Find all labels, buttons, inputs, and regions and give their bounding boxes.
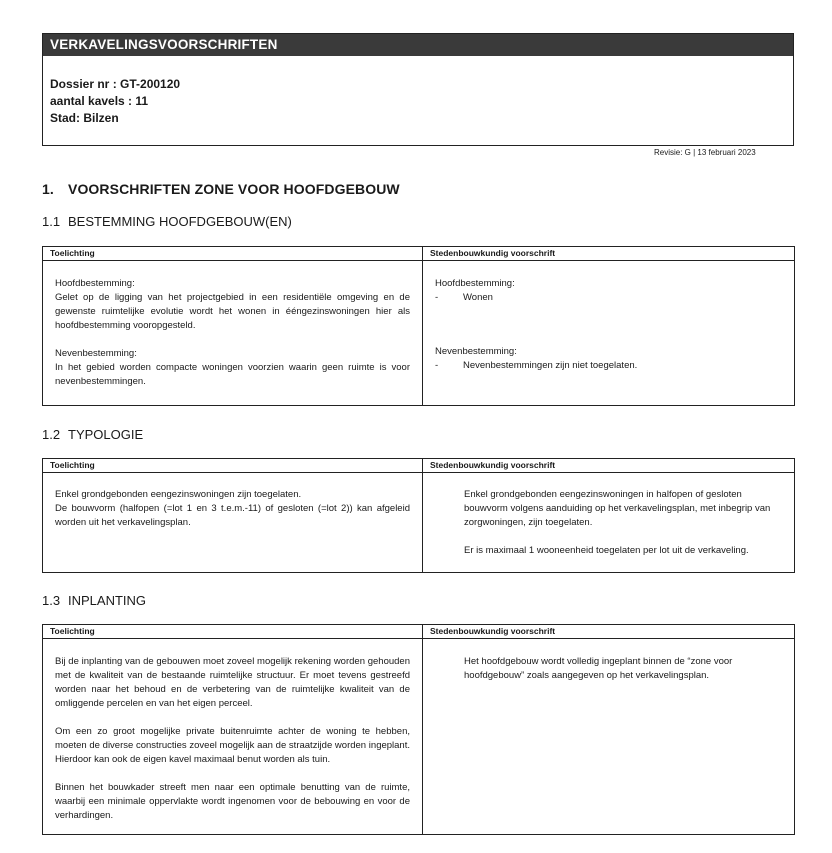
lot-count: aantal kavels : 11 xyxy=(50,94,149,108)
subsection-heading-1-1 xyxy=(42,214,292,229)
subsection-heading-1-3 xyxy=(42,593,146,608)
document-meta xyxy=(43,56,793,127)
subsection-title: INPLANTING xyxy=(68,593,147,608)
section-number: 1. xyxy=(42,181,54,197)
text-nevenbestemming: In het gebied worden compacte woningen voorzien waarin geen ruimte is voor nevenbestemmingen. xyxy=(55,362,410,387)
cell-toelichting xyxy=(43,473,423,573)
cell-toelichting xyxy=(43,639,423,835)
section-heading xyxy=(42,181,400,197)
text-paragraph: Het hoofdgebouw wordt volledig ingeplant binnen de “zone voor hoofdgebouw” zoals aangegeven op het verkavelingsplan. xyxy=(464,656,733,681)
subsection-number: 1.1 xyxy=(42,214,61,229)
text-paragraph: Om een zo groot mogelijke private buitenruimte achter de woning te hebben, moeten de diverse constructies zoveel mogelijk aan de straatzijde worden ingeplant. Hierdoor kan ook de eigen kavel maximaal benut worden als tuin. xyxy=(55,726,410,765)
column-header-toelichting: Toelichting xyxy=(43,625,423,639)
column-header-toelichting: Toelichting xyxy=(43,459,423,473)
list-item: - Wonen xyxy=(435,292,493,303)
table-typologie xyxy=(42,458,795,573)
label-hoofdbestemming: Hoofdbestemming: xyxy=(55,278,135,289)
text-paragraph: Enkel grondgebonden eengezinswoningen zijn toegelaten. xyxy=(55,489,302,500)
subsection-title: BESTEMMING HOOFDGEBOUW(EN) xyxy=(68,214,292,229)
text-paragraph: De bouwvorm (halfopen (=lot 1 en 3 t.e.m.-11) of gesloten (=lot 2)) kan afgeleid worden uit het verkavelingsplan. xyxy=(55,503,410,528)
list-item: - Nevenbestemmingen zijn niet toegelaten. xyxy=(435,360,638,371)
table-bestemming xyxy=(42,246,795,406)
dossier-number: Dossier nr : GT-200120 xyxy=(50,77,181,91)
document-header xyxy=(42,33,794,146)
column-header-voorschrift: Stedenbouwkundig voorschrift xyxy=(423,625,795,639)
revision-note: Revisie: G | 13 februari 2023 xyxy=(654,148,756,157)
subsection-title: TYPOLOGIE xyxy=(68,427,144,442)
text-paragraph: Bij de inplanting van de gebouwen moet zoveel mogelijk rekening worden gehouden met de kwaliteit van de bestaande ruimtelijke structuur. Er moet tevens gestreefd worden naar het behoud en de verbetering van de ruimtelijke kwaliteit van de omliggende percelen en van het eigen perceel. xyxy=(55,656,410,709)
city: Stad: Bilzen xyxy=(50,111,119,125)
label-nevenbestemming: Nevenbestemming: xyxy=(435,346,517,357)
cell-voorschrift xyxy=(423,261,795,406)
section-title: VOORSCHRIFTEN ZONE VOOR HOOFDGEBOUW xyxy=(68,181,400,197)
cell-toelichting xyxy=(43,261,423,406)
column-header-voorschrift: Stedenbouwkundig voorschrift xyxy=(423,459,795,473)
label-hoofdbestemming: Hoofdbestemming: xyxy=(435,278,515,289)
table-inplanting xyxy=(42,624,795,835)
label-nevenbestemming: Nevenbestemming: xyxy=(55,348,137,359)
document-title: VERKAVELINGSVOORSCHRIFTEN xyxy=(43,34,793,56)
text-hoofdbestemming: Gelet op de ligging van het projectgebied in een residentiële omgeving en de gewenste ruimtelijke evolutie wordt het wonen in ééngezinswoningen hier als hoofdbestemming vooropgesteld. xyxy=(55,292,410,331)
cell-voorschrift xyxy=(423,473,795,573)
cell-voorschrift xyxy=(423,639,795,835)
subsection-number: 1.2 xyxy=(42,427,61,442)
subsection-heading-1-2 xyxy=(42,427,143,442)
text-paragraph: Er is maximaal 1 wooneenheid toegelaten per lot uit de verkaveling. xyxy=(464,545,749,556)
subsection-number: 1.3 xyxy=(42,593,61,608)
column-header-toelichting: Toelichting xyxy=(43,247,423,261)
text-paragraph: Enkel grondgebonden eengezinswoningen in halfopen of gesloten bouwvorm volgens aanduiding op het verkavelingsplan, met inbegrip van zorgwoningen, zijn toegelaten. xyxy=(464,489,771,528)
column-header-voorschrift: Stedenbouwkundig voorschrift xyxy=(423,247,795,261)
text-paragraph: Binnen het bouwkader streeft men naar een optimale benutting van de ruimte, waarbij een minimale oppervlakte wordt ingenomen voor de bebouwing en voor de verhardingen. xyxy=(55,782,410,821)
